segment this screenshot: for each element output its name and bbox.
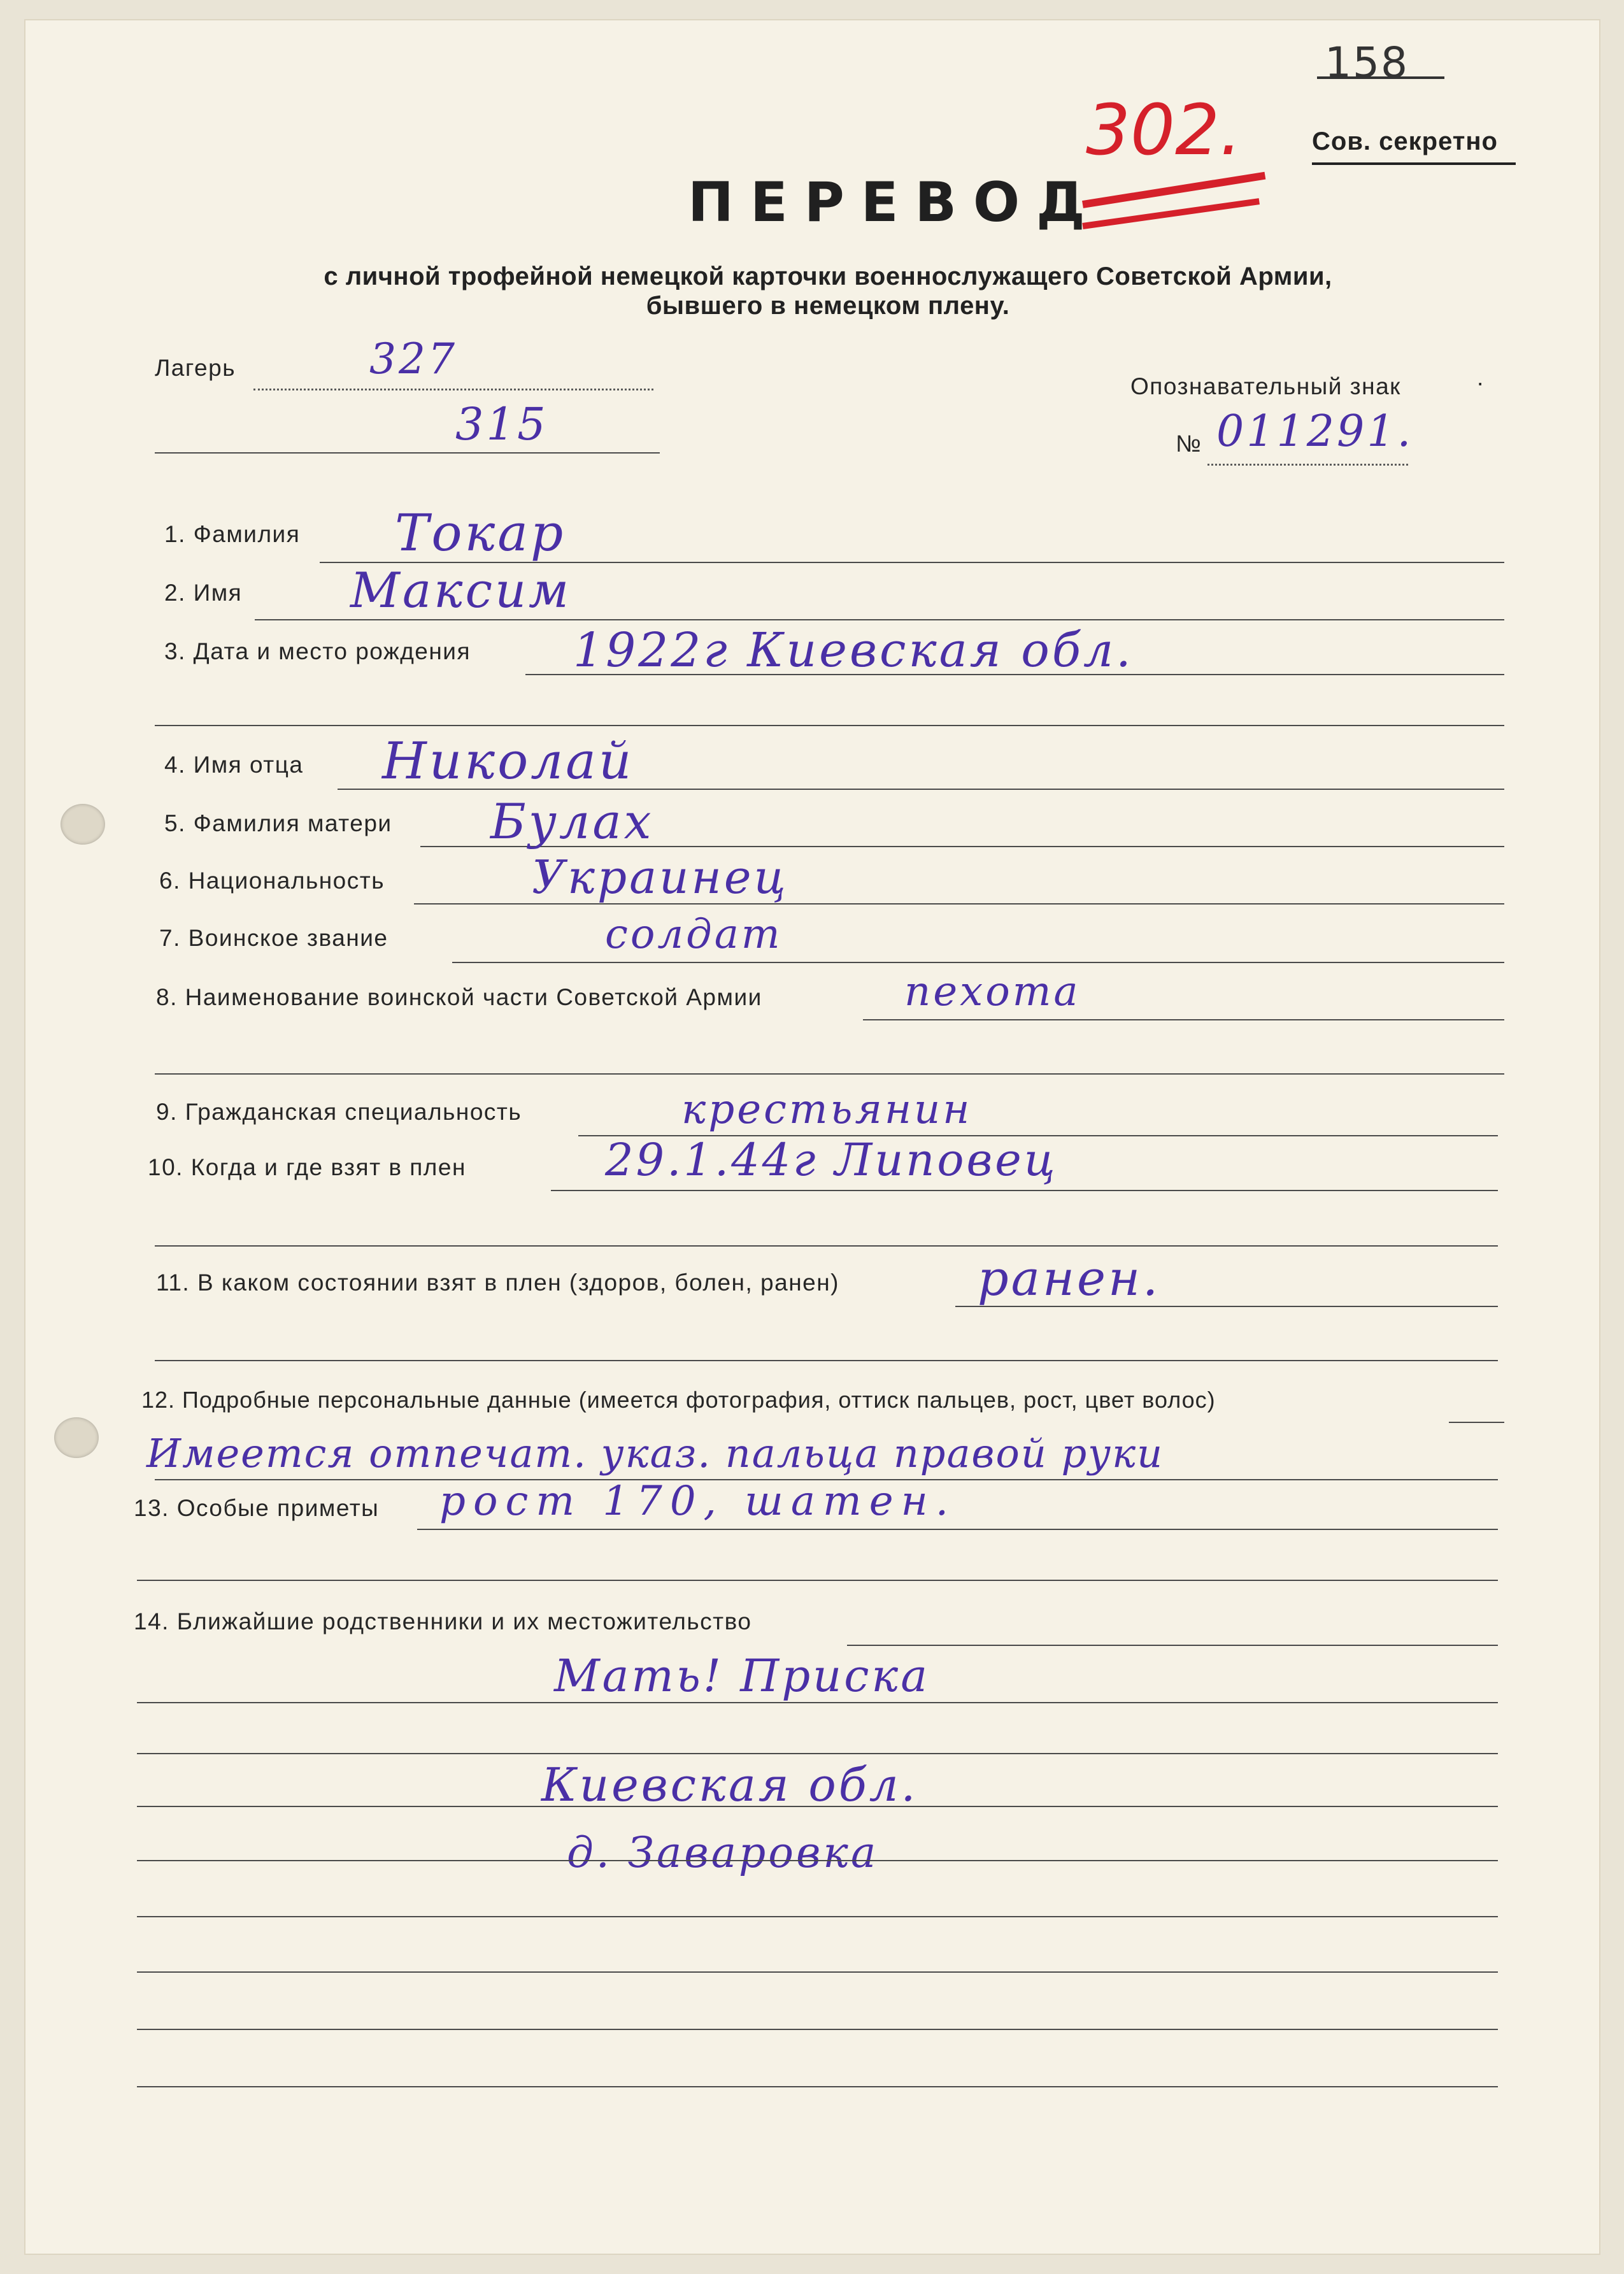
field-line-3b (155, 725, 1504, 726)
camp-line-2 (155, 452, 660, 454)
field-label-4: 4. Имя отца (164, 752, 304, 778)
field-line-8 (863, 1019, 1504, 1020)
relatives-line-5 (137, 1916, 1498, 1917)
relatives-line-3 (137, 1806, 1498, 1807)
field-line-10 (551, 1190, 1498, 1191)
field-value-10: 29.1.44г Липовец (605, 1134, 1058, 1186)
field-label-7: 7. Воинское звание (159, 925, 388, 951)
old-number-strike (1317, 76, 1444, 79)
field-value-6: Украинец (532, 850, 788, 904)
old-number: 158 (1325, 38, 1409, 87)
field-label-9: 9. Гражданская специальность (156, 1099, 522, 1125)
relatives-address-2: д. Заваровка (567, 1828, 879, 1877)
camp-label: Лагерь (155, 355, 236, 381)
id-number-line (1207, 464, 1408, 466)
relatives-line-6 (137, 1971, 1498, 1973)
classification-underline (1312, 162, 1516, 165)
field-value-4: Николай (382, 731, 634, 790)
field-label-6: 6. Национальность (159, 868, 385, 894)
field-value-12: Имеется отпечат. указ. пальца правой руки (146, 1430, 1164, 1477)
field-value-9: крестьянин (681, 1086, 972, 1133)
document-subtitle-2: бывшего в немецком плену. (646, 292, 1010, 320)
field-line-2 (255, 619, 1504, 620)
field-label-5: 5. Фамилия матери (164, 810, 392, 836)
relatives-address-1: Киевская обл. (541, 1758, 918, 1812)
field-line-11b (155, 1360, 1498, 1361)
id-mark-label: Опознавательный знак (1130, 373, 1401, 399)
field-label-13: 13. Особые приметы (134, 1495, 380, 1521)
field-label-14: 14. Ближайшие родственники и их местожительство (134, 1608, 752, 1634)
field-line-13b (137, 1580, 1498, 1581)
id-number-label: № (1176, 431, 1202, 457)
field-value-7: солдат (605, 911, 783, 958)
punch-hole-bottom (54, 1417, 99, 1458)
camp-value-2: 315 (455, 398, 548, 450)
field-label-1: 1. Фамилия (164, 521, 301, 547)
id-mark-dot: · (1476, 369, 1485, 396)
relatives-line-1 (137, 1702, 1498, 1703)
document-title: ПЕРЕВОД (688, 171, 1102, 234)
relatives-line-2 (137, 1753, 1498, 1754)
relatives-line-4 (137, 1860, 1498, 1861)
document-subtitle-1: с личной трофейной немецкой карточки военнослужащего Советской Армии, (324, 262, 1332, 290)
field-line-14 (847, 1645, 1498, 1646)
red-archive-number: 302. (1086, 89, 1242, 171)
field-value-3: 1922г Киевская обл. (573, 623, 1134, 678)
punch-hole-top (61, 804, 105, 845)
field-line-10b (155, 1245, 1498, 1247)
field-line-7 (452, 962, 1504, 963)
field-value-5: Булах (490, 793, 654, 850)
relatives-line-7 (137, 2029, 1498, 2030)
field-value-1: Токар (395, 503, 566, 562)
id-number-value: 011291. (1216, 406, 1414, 457)
field-value-2: Максим (350, 562, 572, 619)
field-value-8: пехота (904, 968, 1081, 1015)
field-label-3: 3. Дата и место рождения (164, 638, 471, 664)
field-value-11: ранен. (978, 1250, 1161, 1306)
field-value-14: Мать! Приска (554, 1650, 930, 1702)
camp-value-1: 327 (369, 334, 457, 383)
field-label-8: 8. Наименование воинской части Советской Армии (156, 984, 762, 1010)
camp-line-1 (253, 389, 653, 390)
field-label-11: 11. В каком состоянии взят в плен (здоров, болен, ранен) (156, 1269, 839, 1296)
relatives-line-8 (137, 2086, 1498, 2087)
field-label-12: 12. Подробные персональные данные (имеется фотография, оттиск пальцев, рост, цвет волос) (141, 1387, 1216, 1413)
field-line-13 (417, 1529, 1498, 1530)
field-label-10: 10. Когда и где взят в плен (148, 1154, 466, 1180)
field-line-12 (1449, 1422, 1504, 1423)
field-value-13: рост 170, шатен. (439, 1478, 957, 1525)
classification-stamp: Сов. секретно (1312, 127, 1498, 155)
field-label-2: 2. Имя (164, 580, 243, 606)
field-line-8b (155, 1073, 1504, 1075)
